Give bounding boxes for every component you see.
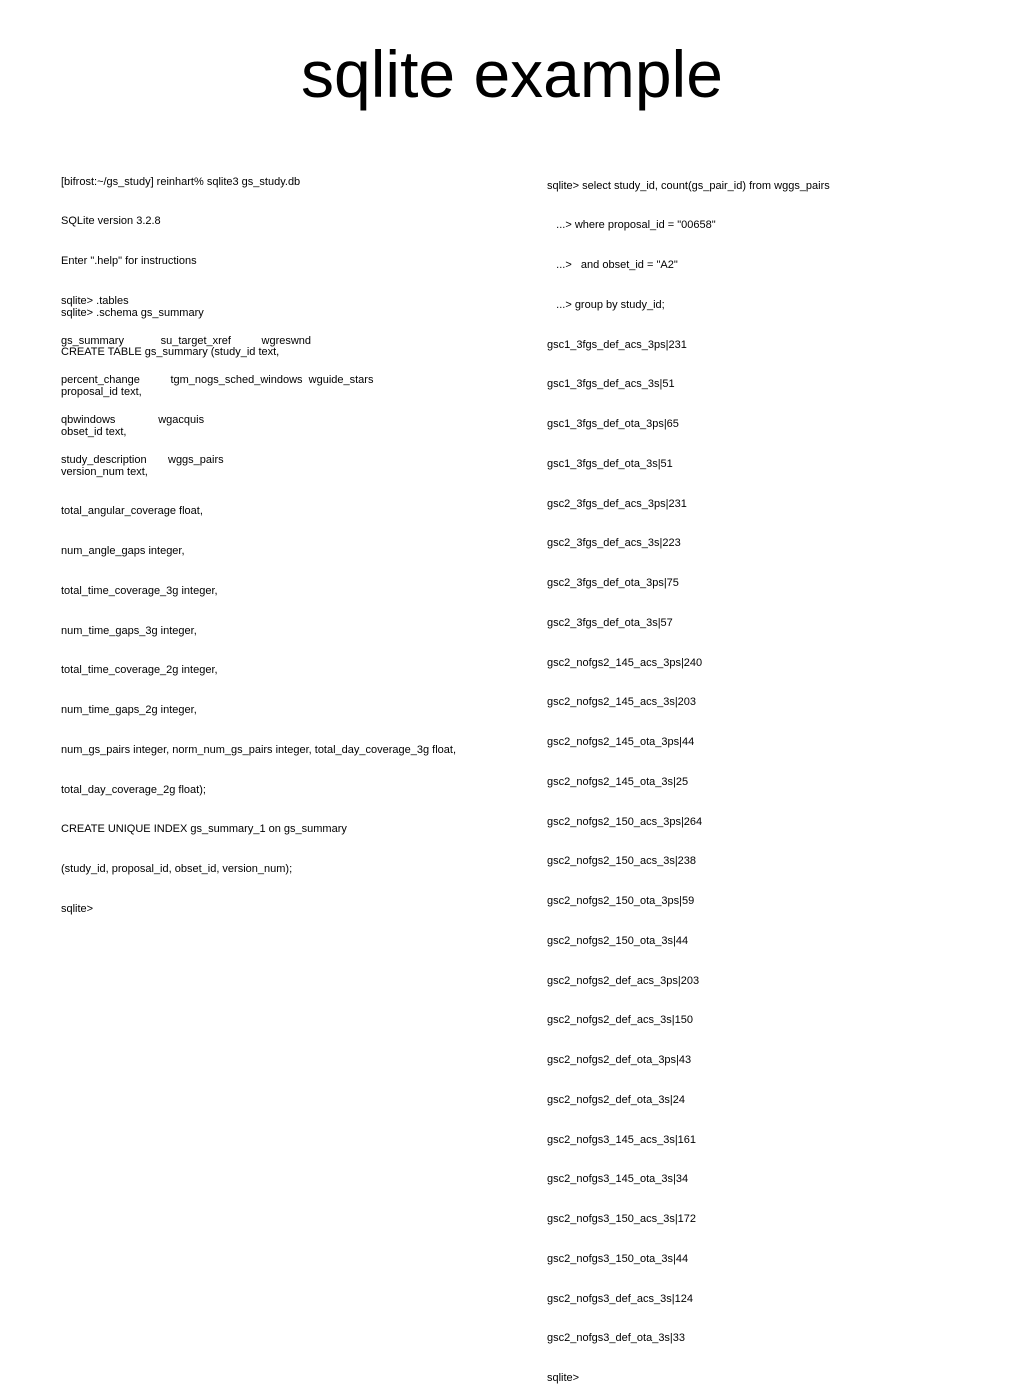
- text-line: total_day_coverage_2g float);: [61, 783, 206, 796]
- text-line: gsc1_3fgs_def_acs_3ps|231: [547, 338, 687, 351]
- text-line: gsc2_3fgs_def_acs_3s|223: [547, 537, 681, 550]
- text-line: study_description wggs_pairs: [61, 453, 224, 466]
- text-line: gsc2_3fgs_def_ota_3ps|75: [547, 577, 679, 589]
- text-line: gsc2_nofgs2_145_acs_3s|203: [547, 696, 697, 709]
- text-line: gsc2_3fgs_def_ota_3s|57: [547, 616, 673, 629]
- text-line: proposal_id text,: [61, 386, 142, 398]
- schema-session-text: [61, 280, 456, 929]
- text-line: num_time_gaps_2g integer,: [61, 704, 197, 716]
- text-line: gsc2_nofgs3_150_ota_3s|44: [547, 1252, 689, 1265]
- text-line: ...> and obset_id = "A2": [547, 259, 678, 271]
- text-line: gsc2_nofgs2_def_ota_3ps|43: [547, 1054, 692, 1066]
- text-line: sqlite>: [547, 1372, 580, 1384]
- text-line: gs_summary su_target_xref wgreswnd: [61, 334, 312, 347]
- text-line: version_num text,: [61, 465, 148, 478]
- text-line: gsc2_nofgs2_150_ota_3s|44: [547, 934, 689, 947]
- text-line: gsc2_nofgs2_def_acs_3ps|203: [547, 974, 700, 987]
- text-line: gsc2_nofgs3_145_ota_3s|34: [547, 1173, 689, 1186]
- text-line: gsc2_nofgs3_145_acs_3s|161: [547, 1133, 697, 1146]
- text-line: gsc1_3fgs_def_ota_3s|51: [547, 457, 673, 470]
- text-line: gsc2_nofgs3_def_acs_3s|124: [547, 1292, 693, 1305]
- text-line: total_time_coverage_3g integer,: [61, 584, 218, 597]
- text-line: (study_id, proposal_id, obset_id, version_num);: [61, 863, 293, 875]
- text-line: sqlite> .schema gs_summary: [61, 306, 204, 319]
- text-line: gsc2_nofgs2_def_ota_3s|24: [547, 1093, 686, 1106]
- text-line: num_time_gaps_3g integer,: [61, 624, 197, 637]
- text-line: gsc2_nofgs3_150_acs_3s|172: [547, 1213, 697, 1225]
- text-line: percent_change tgm_nogs_sched_windows wguide_stars: [61, 374, 374, 387]
- text-line: gsc2_nofgs2_150_acs_3ps|264: [547, 815, 703, 828]
- text-line: CREATE UNIQUE INDEX gs_summary_1 on gs_summary: [61, 823, 347, 836]
- text-line: gsc2_nofgs2_150_ota_3ps|59: [547, 895, 695, 907]
- text-line: CREATE TABLE gs_summary (study_id text,: [61, 346, 280, 359]
- text-line: total_time_coverage_2g integer,: [61, 664, 218, 677]
- text-line: gsc2_nofgs2_def_acs_3s|150: [547, 1014, 693, 1027]
- slide-title: sqlite example: [301, 37, 723, 111]
- text-line: sqlite> select study_id, count(gs_pair_id) from wggs_pairs: [547, 179, 830, 192]
- query-session-text: [547, 153, 830, 1399]
- text-line: ...> group by study_id;: [547, 298, 665, 311]
- text-line: sqlite>: [61, 902, 94, 915]
- text-line: obset_id text,: [61, 425, 127, 438]
- text-line: gsc2_nofgs3_def_ota_3s|33: [547, 1332, 686, 1345]
- text-line: [bifrost:~/gs_study] reinhart% sqlite3 gs_study.db: [61, 175, 301, 188]
- text-line: Enter ".help" for instructions: [61, 255, 197, 267]
- text-line: num_gs_pairs integer, norm_num_gs_pairs integer, total_day_coverage_3g float,: [61, 743, 457, 756]
- text-line: total_angular_coverage float,: [61, 505, 203, 518]
- text-line: gsc1_3fgs_def_acs_3s|51: [547, 378, 675, 391]
- text-line: SQLite version 3.2.8: [61, 215, 161, 228]
- text-line: sqlite> .tables: [61, 294, 129, 307]
- text-line: gsc2_3fgs_def_acs_3ps|231: [547, 497, 687, 510]
- text-line: qbwindows wgacquis: [61, 414, 205, 426]
- text-line: gsc1_3fgs_def_ota_3ps|65: [547, 418, 679, 430]
- text-line: gsc2_nofgs2_145_ota_3ps|44: [547, 736, 695, 748]
- text-line: num_angle_gaps integer,: [61, 545, 185, 557]
- text-line: gsc2_nofgs2_145_ota_3s|25: [547, 775, 689, 788]
- text-line: ...> where proposal_id = "00658": [547, 219, 716, 232]
- text-line: gsc2_nofgs2_145_acs_3ps|240: [547, 656, 703, 669]
- text-line: gsc2_nofgs2_150_acs_3s|238: [547, 855, 697, 868]
